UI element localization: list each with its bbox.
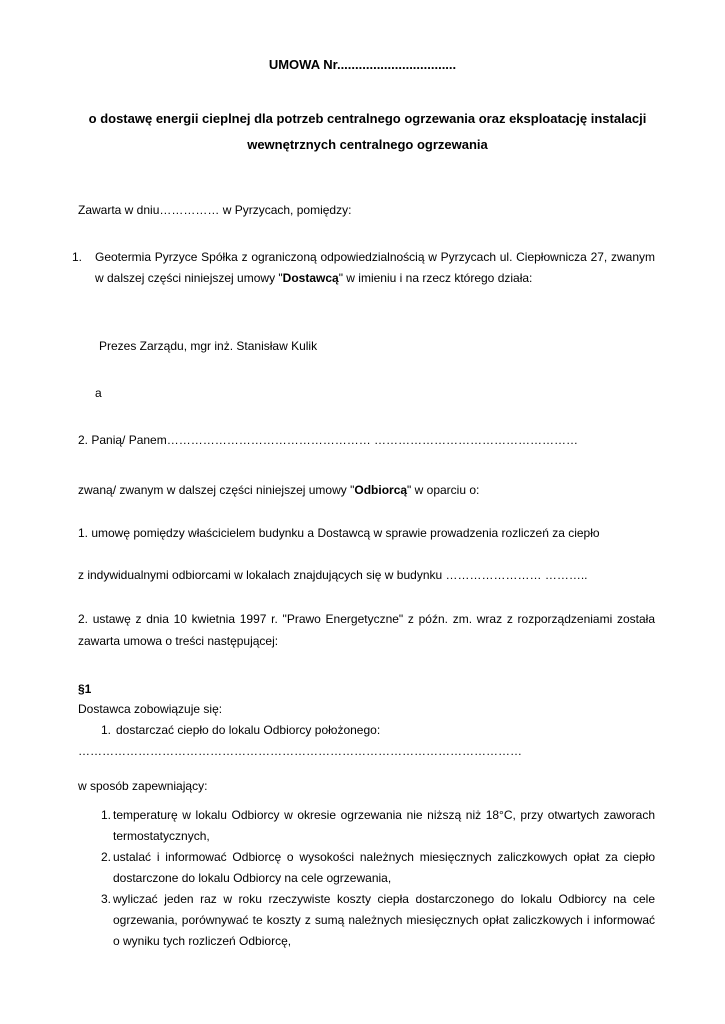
section1-lead: Dostawca zobowiązuje się: bbox=[78, 702, 223, 716]
list-item-2-text: ustalać i informować Odbiorcę o wysokości należnych miesięcznych zaliczkowych opłat za ciepło dostarczone do lokalu Odbiorcy na cele ogrzewania, bbox=[113, 850, 655, 885]
party2-text-before: zwaną/ zwanym w dalszej części niniejszej umowy " bbox=[78, 483, 355, 497]
party1-paragraph bbox=[95, 247, 655, 289]
basis2-paragraph: 2. ustawę z dnia 10 kwietnia 1997 r. "Prawo Energetyczne" z późn. zm. wraz z rozporządzeniami została zawarta umowa o treści następującej: bbox=[78, 612, 655, 648]
document-title: UMOWA Nr................................. bbox=[268, 57, 457, 72]
section1-item1-text: dostarczać ciepło do lokalu Odbiorcy położonego: bbox=[116, 723, 381, 737]
basis1-line1: 1. umowę pomiędzy właścicielem budynku a Dostawcą w sprawie prowadzenia rozliczeń za ciepło bbox=[78, 526, 600, 540]
manner-line: w sposób zapewniający: bbox=[78, 779, 208, 793]
section1-heading: §1 bbox=[78, 682, 92, 696]
party1-supplier-term: Dostawcą bbox=[282, 271, 339, 285]
address-dots: ………………………………………………………………………………………………… bbox=[78, 744, 522, 758]
party2-recipient-term: Odbiorcą bbox=[354, 483, 408, 497]
party1-number: 1. bbox=[72, 250, 83, 264]
list-item-3-text: wyliczać jeden raz w roku rzeczywiste koszty ciepła dostarczonego do lokalu Odbiorcy na cele ogrzewania, porównywać te koszty z sumą należnych miesięcznych opłat zaliczkowych i informować o wyniku tych rozliczeń Odbiorcę, bbox=[113, 892, 655, 948]
representative-line: Prezes Zarządu, mgr inż. Stanisław Kulik bbox=[99, 339, 318, 353]
intro-line: Zawarta w dniu…………… w Pyrzycach, pomiędzy: bbox=[78, 203, 352, 217]
party1-text-before: Geotermia Pyrzyce Spółka z ograniczoną odpowiedzialnością w Pyrzycach ul. Ciepłownicza 27, zwanym w dalszej części niniejszej umowy " bbox=[95, 250, 655, 285]
document-subtitle: o dostawę energii cieplnej dla potrzeb centralnego ogrzewania oraz eksploatację instalacji wewnętrznych centralnego ogrzewania bbox=[88, 111, 647, 152]
list-item-3-number: 3. bbox=[101, 892, 112, 906]
list-item-2-number: 2. bbox=[101, 850, 112, 864]
section1-item1-number: 1. bbox=[101, 723, 112, 737]
party2-text-after: " w oparciu o: bbox=[407, 483, 480, 497]
conjunction: a bbox=[95, 386, 102, 400]
list-item-1-number: 1. bbox=[101, 808, 112, 822]
basis1-line2: z indywidualnymi odbiorcami w lokalach znajdujących się w budynku …………………… ……….. bbox=[78, 568, 588, 582]
party1-text-after: " w imieniu i na rzecz którego działa: bbox=[338, 271, 533, 285]
party2-line: 2. Panią/ Panem…………………………………………… …………………………………………… bbox=[78, 433, 579, 447]
list-item-1-text: temperaturę w lokalu Odbiorcy w okresie ogrzewania nie niższą niż 18°C, przy otwartych zaworach termostatycznych, bbox=[113, 808, 655, 843]
party2-description bbox=[78, 480, 658, 500]
